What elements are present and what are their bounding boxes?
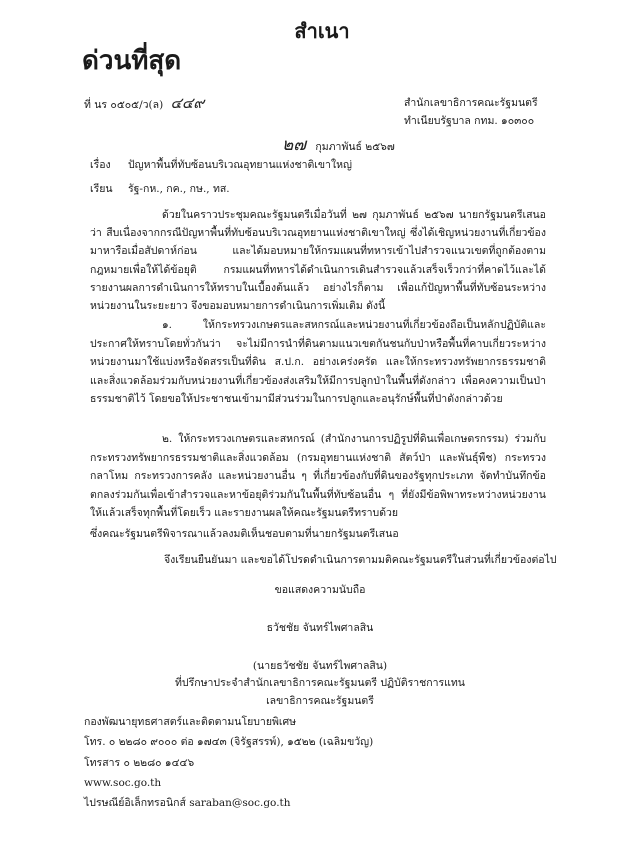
subject-label: เรื่อง bbox=[90, 159, 111, 171]
footer-telephone: โทร. ๐ ๒๒๘๐ ๙๐๐๐ ต่อ ๑๗๔๓ (จิรัฐสรรพ์), ๑๕๒๒ (เฉลิมขวัญ) bbox=[84, 736, 374, 748]
body-item-1: ๑. ให้กระทรวงเกษตรและสหกรณ์และหน่วยงานที่เกี่ยวข้องถือเป็นหลักปฏิบัติและประกาศให้ทราบโดยทั่วกันว่า จะไม่มีการนำที่ดินตามแนวเขตกันชนกับป่าหรือพื้นที่คาบเกี่ยวระหว่างหน่วยงานมาใช้แบ่งหรือจัดสรรเป็นที่ดิน ส.ป.ก. อย่างเคร่งครัด และให้กระทรวงทรัพยากรธรรมชาติและสิ่งแวดล้อมร่วมกับหน่วยงานที่เกี่ยวข้องส่งเสริมให้มีการปลูกป่าในพื้นที่ดังกล่าว เพื่อคงความเป็นป่าธรรมชาติไว้ โดยขอให้ประชาชนเข้ามามีส่วนร่วมในการปลูกและอนุรักษ์พื้นที่ป่าดังกล่าวด้วย bbox=[90, 319, 546, 406]
recipient-value: รัฐ-กห., กค., กษ., ทส. bbox=[128, 183, 230, 195]
office-name: สำนักเลขาธิการคณะรัฐมนตรี bbox=[404, 97, 538, 109]
office-address: ทำเนียบรัฐบาล กทม. ๑๐๓๐๐ bbox=[404, 115, 535, 127]
footer-email: ไปรษณีย์อิเล็กทรอนิกส์ saraban@soc.go.th bbox=[84, 797, 291, 809]
cabinet-resolution: ซึ่งคณะรัฐมนตรีพิจารณาแล้วลงมติเห็นชอบตามที่นายกรัฐมนตรีเสนอ bbox=[90, 528, 399, 540]
document-reference bbox=[84, 93, 204, 113]
position-line-2: เลขาธิการคณะรัฐมนตรี bbox=[266, 695, 374, 707]
date-day: ๒๗ bbox=[282, 135, 306, 155]
footer-fax: โทรสาร ๐ ๒๒๘๐ ๑๔๔๖ bbox=[84, 757, 195, 769]
urgency-label: ด่วนที่สุด bbox=[82, 46, 182, 76]
closing-request: จึงเรียนยืนยันมา และขอได้โปรดดำเนินการตามมติคณะรัฐมนตรีในส่วนที่เกี่ยวข้องต่อไป bbox=[164, 554, 557, 566]
body-item-2: ๒. ให้กระทรวงเกษตรและสหกรณ์ (สำนักงานการปฏิรูปที่ดินเพื่อเกษตรกรรม) ร่วมกับกระทรวงทรัพยากรธรรมชาติและสิ่งแวดล้อม (กรมอุทยานแห่งชาติ สัตว์ป่า และพันธุ์พืช) กระทรวงกลาโหม กระทรวงการคลัง และหน่วยงานอื่น ๆ ที่เกี่ยวข้องกับที่ดินของรัฐทุกประเภท จัดทำบันทึกข้อตกลงร่วมกันเพื่อเข้าสำรวจและหาข้อยุติร่วมกันในพื้นที่ทับซ้อนอื่น ๆ ที่ยังมีข้อพิพาทระหว่างหน่วยงานให้แล้วเสร็จทุกพื้นที่โดยเร็ว และรายงานผลให้คณะรัฐมนตรีทราบด้วย bbox=[90, 433, 546, 520]
subject-value: ปัญหาพื้นที่ทับซ้อนบริเวณอุทยานแห่งชาติเขาใหญ่ bbox=[128, 159, 352, 171]
footer-division: กองพัฒนายุทธศาสตร์และติดตามนโยบายพิเศษ bbox=[84, 716, 297, 728]
document-reference-number: ๔๔๙ bbox=[170, 94, 205, 112]
document-reference-prefix: ที่ นร ๐๕๐๕/ว(ล) bbox=[84, 99, 164, 111]
footer-website: www.soc.go.th bbox=[84, 777, 162, 789]
copy-label: สำเนา bbox=[294, 19, 350, 43]
signed-name: ธวัชชัย จันทร์ไพศาลสิน bbox=[266, 622, 374, 634]
date-month-year: กุมภาพันธ์ ๒๕๖๗ bbox=[315, 141, 395, 153]
body-intro: ด้วยในคราวประชุมคณะรัฐมนตรีเมื่อวันที่ ๒๗ กุมภาพันธ์ ๒๕๖๗ นายกรัฐมนตรีเสนอว่า สืบเนื่องจากกรณีปัญหาพื้นที่ทับซ้อนบริเวณอุทยานแห่งชาติเขาใหญ่ ซึ่งได้เชิญหน่วยงานที่เกี่ยวข้องมาหารือเมื่อสัปดาห์ก่อน และได้มอบหมายให้กรมแผนที่ทหารเข้าไปสำรวจแนวเขตที่ถูกต้องตามกฎหมายเพื่อให้ได้ข้อยุติ กรมแผนที่ทหารได้ดำเนินการเดินสำรวจแล้วเสร็จเร็วกว่าที่คาดไว้และได้รายงานผลการดำเนินการให้ทราบในเบื้องต้นแล้ว อย่างไรก็ตาม เพื่อแก้ปัญหาพื้นที่ทับซ้อนระหว่างหน่วยงานในระยะยาว จึงขอมอบหมายการดำเนินการเพิ่มเติม ดังนี้ bbox=[90, 209, 546, 313]
position-line-1: ที่ปรึกษาประจำสำนักเลขาธิการคณะรัฐมนตรี ปฏิบัติราชการแทน bbox=[175, 677, 465, 689]
recipient-label: เรียน bbox=[90, 183, 113, 195]
salutation: ขอแสดงความนับถือ bbox=[274, 584, 366, 596]
document-date bbox=[282, 134, 395, 157]
printed-name: (นายธวัชชัย จันทร์ไพศาลสิน) bbox=[252, 660, 388, 672]
